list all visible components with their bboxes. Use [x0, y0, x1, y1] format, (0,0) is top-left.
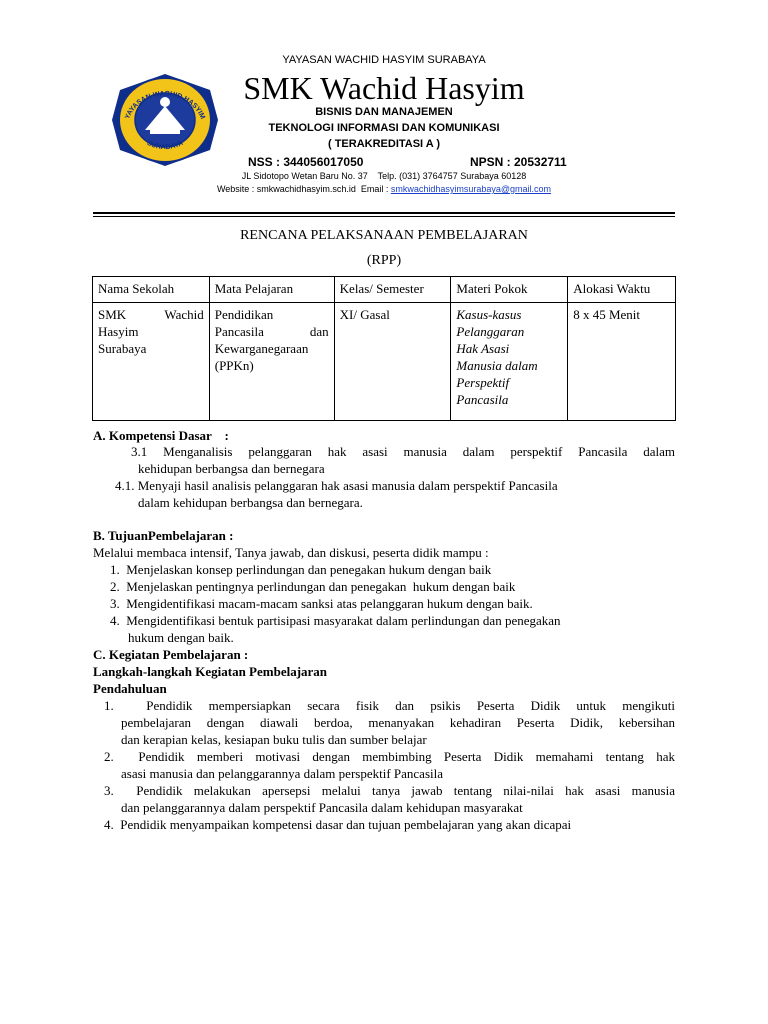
kd-item-1: 3.1 Menganalisis pelanggaran hak asasi manusia dalam perspektif Pancasila dalam — [131, 444, 675, 459]
table-row — [93, 303, 676, 421]
kd-item-1-cont: kehidupan berbangsa dan bernegara — [138, 461, 325, 476]
accreditation-label: ( TERAKREDITASI A ) — [327, 138, 441, 150]
list-item: 1. Menjelaskan konsep perlindungan dan penegakan hukum dengan baik — [110, 562, 492, 577]
nss-number: NSS : 344056017050 — [248, 155, 364, 169]
document-subtitle: (RPP) — [366, 253, 402, 268]
list-item: 4. Mengidentifikasi bentuk partisipasi masyarakat dalam perlindungan dan penegakan — [110, 613, 561, 628]
lesson-info-table — [92, 276, 676, 421]
header-time: Alokasi Waktu — [568, 277, 676, 303]
header-class-semester: Kelas/ Semester — [334, 277, 451, 303]
document-title: RENCANA PELAKSANAAN PEMBELAJARAN — [240, 228, 528, 243]
activity-item-2-cont: asasi manusia dan pelanggarannya dalam perspektif Pancasila — [121, 766, 443, 781]
activity-item-1-cont: pembelajaran dengan diawali berdoa, menanyakan kehadiran Peserta Didik, kebersihan — [121, 715, 675, 730]
logo-top-text: YAYASAN WACHID HASYIM — [124, 90, 206, 121]
section-c-heading: C. Kegiatan Pembelajaran : — [93, 647, 249, 662]
activity-item-3: 3. Pendidik melakukan apersepsi melalui tanya jawab tentang nilai-nilai hak asasi manusia — [104, 783, 675, 798]
department-business: BISNIS DAN MANAJEMEN — [315, 106, 453, 118]
phase-heading: Pendahuluan — [93, 681, 167, 696]
website-line — [0, 184, 768, 194]
activity-item-1-cont: dan kerapian kelas, kesiapan buku tulis dan sumber belajar — [121, 732, 427, 747]
logo-bottom-text: SURABAYA — [145, 139, 185, 152]
activity-item-4: 4. Pendidik menyampaikan kompetensi dasar dan tujuan pembelajaran yang akan dicapai — [104, 817, 572, 832]
header-subject: Mata Pelajaran — [209, 277, 334, 303]
npsn-number: NPSN : 20532711 — [470, 155, 567, 169]
school-name: SMK Wachid Hasyim — [243, 70, 525, 106]
foundation-name: YAYASAN WACHID HASYIM SURABAYA — [282, 54, 486, 66]
cell-subject: Pendidikan Pancasila dan Kewarganegaraan (PPKn) — [209, 303, 334, 421]
header-divider-thick — [93, 212, 675, 214]
school-address: JL Sidotopo Wetan Baru No. 37 Telp. (031) 3764757 Surabaya 60128 — [241, 171, 527, 181]
header-school: Nama Sekolah — [93, 277, 210, 303]
list-item-cont: hukum dengan baik. — [128, 630, 234, 645]
department-it: TEKNOLOGI INFORMASI DAN KOMUNIKASI — [268, 122, 500, 134]
section-c-subheading: Langkah-langkah Kegiatan Pembelajaran — [93, 664, 328, 679]
list-item: 2. Menjelaskan pentingnya perlindungan dan penegakan hukum dengan baik — [110, 579, 516, 594]
section-b-intro: Melalui membaca intensif, Tanya jawab, dan diskusi, peserta didik mampu : — [93, 545, 489, 560]
section-a-heading: A. Kompetensi Dasar : — [93, 428, 229, 443]
website-text: Website : smkwachidhasyim.sch.id Email : — [216, 184, 391, 194]
list-item: 3. Mengidentifikasi macam-macam sanksi atas pelanggaran hukum dengan baik. — [110, 596, 533, 611]
cell-school: SMK Wachid Hasyim Surabaya — [93, 303, 210, 421]
cell-topic: Kasus-kasus Pelanggaran Hak Asasi Manusia dalam Perspektif Pancasila — [451, 303, 568, 421]
email-link[interactable]: smkwachidhasyimsurabaya@gmail.com — [390, 184, 552, 194]
cell-time: 8 x 45 Menit — [568, 303, 676, 421]
header-divider-thin — [93, 216, 675, 217]
activity-item-3-cont: dan pelanggarannya dalam perspektif Pancasila dalam kehidupan masyarakat — [121, 800, 523, 815]
kd-item-2-cont: dalam kehidupan berbangsa dan bernegara. — [138, 495, 363, 510]
table-header-row — [93, 277, 676, 303]
activity-item-1: 1. Pendidik mempersiapkan secara fisik dan psikis Peserta Didik untuk mengikuti — [104, 698, 675, 713]
activity-item-2: 2. Pendidik memberi motivasi dengan membimbing Peserta Didik memahami tentang hak — [104, 749, 675, 764]
kd-item-2: 4.1. Menyaji hasil analisis pelanggaran hak asasi manusia dalam perspektif Pancasila — [115, 478, 558, 493]
header-topic: Materi Pokok — [451, 277, 568, 303]
cell-class-semester: XI/ Gasal — [334, 303, 451, 421]
section-b-heading: B. TujuanPembelajaran : — [93, 528, 234, 543]
